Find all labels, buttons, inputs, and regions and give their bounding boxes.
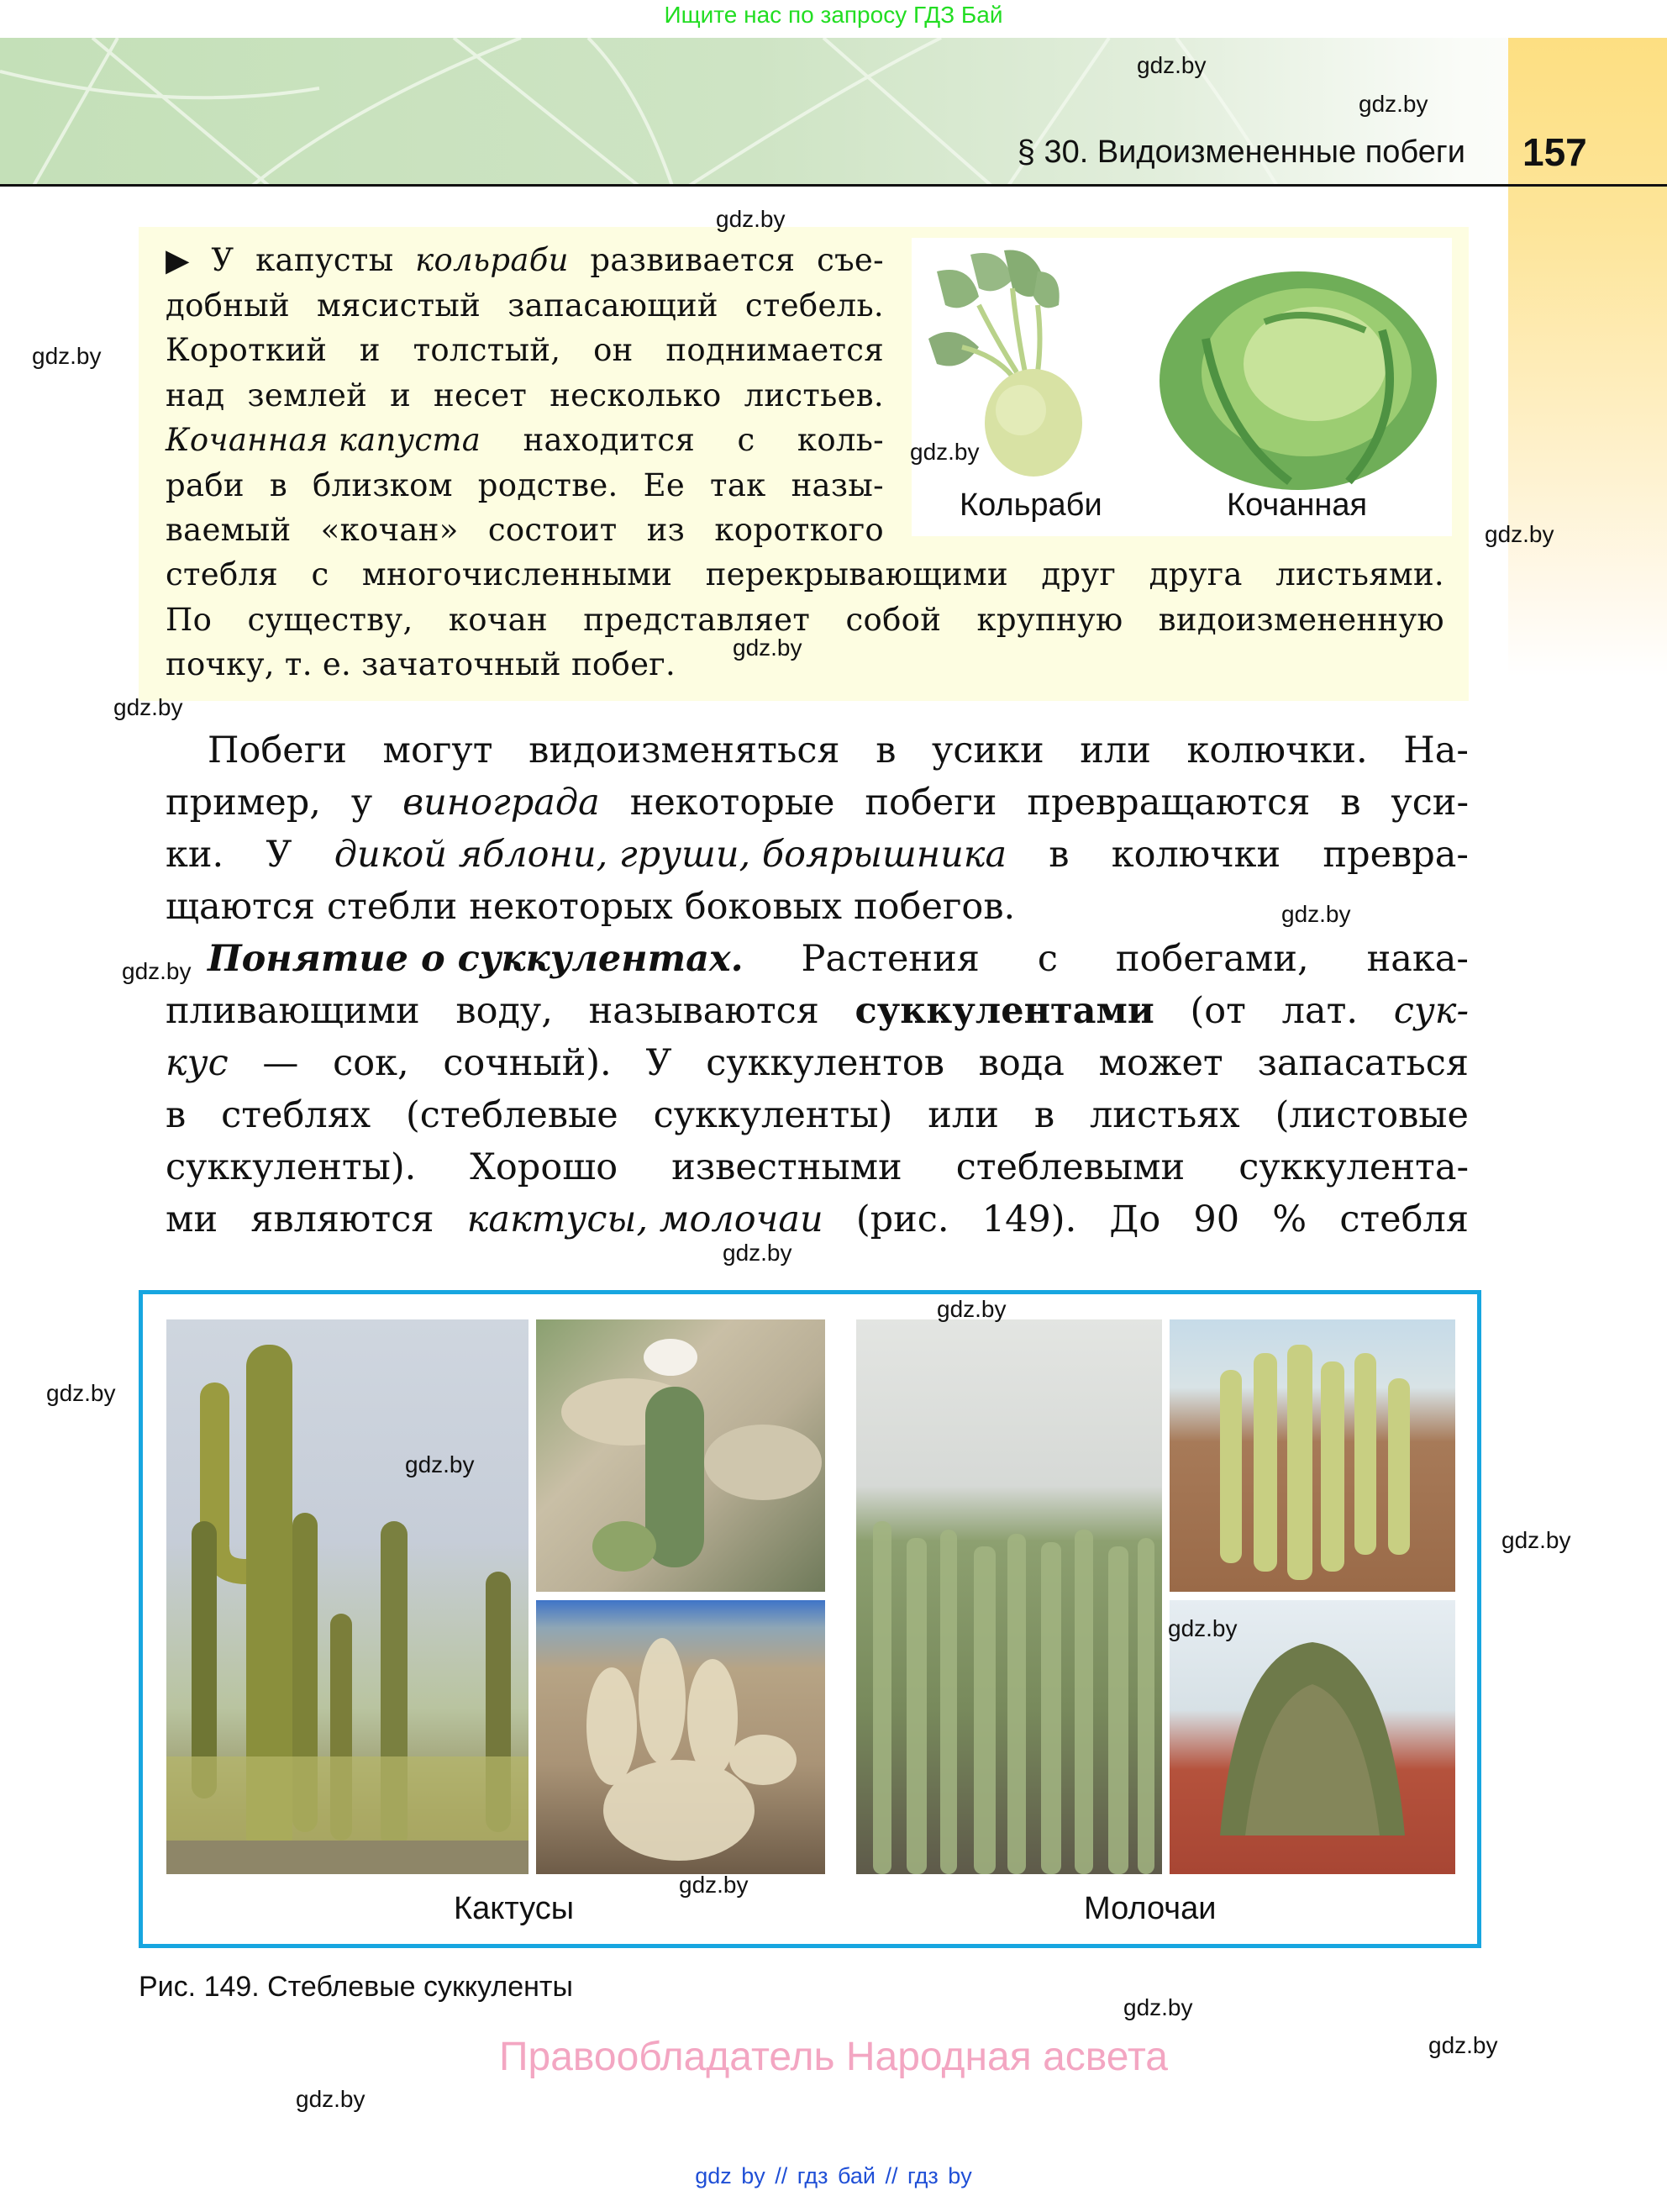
text-line (166, 985, 1469, 1037)
euphorbia-label: Молочаи (1084, 1891, 1217, 1926)
word: толстый, (413, 332, 561, 368)
word: вода (978, 1042, 1065, 1084)
section-title: § 30. Видоизмененные побеги (1017, 134, 1465, 170)
cholla-cactus-photo (536, 1600, 825, 1874)
word: с (737, 422, 755, 458)
info-line (166, 598, 1444, 643)
word: многочисленными (361, 556, 673, 592)
word: сок, (333, 1042, 409, 1084)
word: стеблевыми (955, 1146, 1186, 1188)
word: пливающими (166, 990, 420, 1032)
word: над (166, 377, 225, 413)
word: стебля (166, 556, 279, 592)
header-divider (0, 184, 1667, 187)
word: нака- (1366, 938, 1469, 980)
watermark: gdz.by (716, 206, 786, 232)
info-line (166, 552, 1444, 598)
watermark: gdz.by (1485, 521, 1554, 547)
word: крупную (976, 601, 1123, 638)
info-line (166, 328, 884, 373)
word: в (166, 1094, 187, 1136)
word: развивается (590, 242, 796, 278)
word: коль- (797, 422, 884, 458)
word: По (166, 601, 213, 638)
word: запасаться (1257, 1042, 1469, 1084)
word: суккуленты). (166, 1146, 417, 1188)
word: друга (1149, 556, 1243, 592)
word: с (311, 556, 329, 592)
word: находится (523, 422, 696, 458)
watermark: gdz.by (679, 1872, 749, 1898)
word: щаются (166, 886, 316, 928)
info-line (166, 238, 884, 283)
word: видоизменяться (528, 729, 840, 772)
info-line (166, 642, 1444, 687)
watermark: gdz.by (910, 439, 980, 465)
copyright-notice: Правообладатель Народная асвета (499, 2035, 1168, 2079)
watermark: gdz.by (733, 635, 802, 661)
euphorbia-clump-photo (1170, 1319, 1455, 1592)
word: До (1109, 1198, 1161, 1240)
italic-term: кактусы, молочаи (466, 1198, 823, 1240)
word: он (593, 332, 634, 368)
word: На- (1403, 729, 1469, 772)
word: видоизмененную (1158, 601, 1444, 638)
page-number: 157 (1522, 130, 1587, 174)
word: с (1037, 938, 1058, 980)
word: может (1098, 1042, 1223, 1084)
play-marker-icon: ▶ (166, 242, 190, 278)
word: стебель. (744, 287, 884, 324)
watermark: gdz.by (1428, 2032, 1498, 2058)
text-line (166, 1193, 1469, 1246)
word: воду, (455, 990, 553, 1032)
word: стеблях (221, 1094, 371, 1136)
bold-term: суккулентами (855, 990, 1154, 1032)
word: существу, (247, 601, 413, 638)
word: побегов. (854, 886, 1016, 928)
word: в (269, 466, 287, 503)
word: усики (932, 729, 1044, 772)
watermark: gdz.by (723, 1240, 792, 1266)
word: У (211, 242, 234, 278)
word: мясистый (316, 287, 481, 324)
info-line (166, 463, 884, 508)
word: в (1033, 1094, 1055, 1136)
text-line (166, 724, 1469, 777)
word: несколько (550, 377, 722, 413)
word: в (1340, 782, 1361, 824)
watermark: gdz.by (1137, 52, 1207, 78)
word: кочан (448, 601, 548, 638)
info-line (166, 418, 884, 463)
saguaro-cactus-photo (166, 1319, 528, 1874)
figure-reference: 149). (981, 1198, 1077, 1240)
italic-term: кольраби (415, 242, 569, 278)
italic-term: кус (166, 1042, 229, 1084)
word: близком (312, 466, 453, 503)
word: колючки. (1186, 729, 1368, 772)
word: друг (1041, 556, 1117, 592)
word: собой (845, 601, 942, 638)
word: являются (250, 1198, 434, 1240)
word: капусты (255, 242, 394, 278)
cabbage-image (1160, 271, 1437, 490)
word: так (710, 466, 766, 503)
word: Хорошо (470, 1146, 618, 1188)
watermark: gdz.by (937, 1296, 1007, 1322)
word: суккулента- (1238, 1146, 1469, 1188)
paragraph-succulents (166, 933, 1469, 1246)
info-line (166, 508, 884, 553)
watermark: gdz.by (32, 343, 102, 369)
word: боковых (684, 886, 843, 928)
word: некоторых (469, 886, 673, 928)
word: листьях (1089, 1094, 1240, 1136)
euphorbia-clump-icon (1170, 1319, 1455, 1592)
text-line (166, 881, 1469, 933)
word: уси- (1391, 782, 1469, 824)
word: ваемый (166, 512, 292, 548)
word: назы- (791, 466, 884, 503)
word: пример, (166, 782, 321, 824)
word: Короткий (166, 332, 328, 368)
word: превращаются (1027, 782, 1311, 824)
word: суккулентов (706, 1042, 944, 1084)
kohlrabi-label: Кольраби (960, 487, 1102, 523)
word: запасающий (507, 287, 718, 324)
word: почку, (166, 646, 275, 682)
word: Растения (801, 938, 980, 980)
word: стебли (327, 886, 458, 928)
cholla-cactus-icon (536, 1600, 825, 1874)
word: представляет (583, 601, 811, 638)
word: побегами, (1115, 938, 1309, 980)
text-line (166, 933, 1469, 985)
cabbage-label: Кочанная (1227, 487, 1368, 523)
italic-term: сук- (1393, 990, 1469, 1032)
watermark: gdz.by (46, 1380, 116, 1406)
word: суккуленты) (653, 1094, 893, 1136)
watermark: gdz.by (122, 958, 192, 984)
word: листьями. (1275, 556, 1444, 592)
word: превра- (1323, 834, 1469, 876)
word: У (266, 834, 292, 876)
italic-term: Кочанная капуста (166, 422, 481, 458)
word: (рис. (855, 1198, 949, 1240)
watermark: gdz.by (1359, 91, 1428, 117)
italic-term: дикой яблони, груши, боярышника (334, 834, 1007, 876)
word: «кочан» (320, 512, 459, 548)
word: (листовые (1275, 1094, 1469, 1136)
word: колючки (1111, 834, 1281, 876)
section-heading-inline: Понятие о суккулентах. (208, 938, 744, 980)
watermark: gdz.by (1501, 1527, 1571, 1553)
text-line (166, 1141, 1469, 1193)
word: (стеблевые (406, 1094, 618, 1136)
word: листьев. (744, 377, 884, 413)
euphorbia-grove-icon (856, 1319, 1162, 1874)
watermark: gdz.by (1168, 1615, 1238, 1641)
word: Ее (643, 466, 686, 503)
barrel-cactus-photo (536, 1319, 825, 1592)
text-line (166, 1089, 1469, 1141)
word: в (1049, 834, 1070, 876)
word: некоторые (629, 782, 835, 824)
figure-caption: Рис. 149. Стеблевые суккуленты (139, 1971, 573, 2003)
text-line (166, 829, 1469, 881)
word: у (350, 782, 373, 824)
word: — (262, 1042, 299, 1084)
word: поднимается (665, 332, 884, 368)
word: землей (247, 377, 368, 413)
info-line (166, 283, 884, 329)
italic-term: винограда (402, 782, 600, 824)
word: Побеги (208, 729, 347, 772)
search-banner-link[interactable]: Ищите нас по запросу ГДЗ Бай (664, 2, 1003, 28)
word: добный (166, 287, 290, 324)
word: родстве. (477, 466, 618, 503)
watermark: gdz.by (1123, 1994, 1193, 2020)
word: называются (588, 990, 819, 1032)
word: из (646, 512, 686, 548)
word: несет (434, 377, 528, 413)
word: сочный). (443, 1042, 612, 1084)
word: и (359, 332, 381, 368)
watermark: gdz.by (296, 2086, 365, 2112)
watermark: gdz.by (405, 1451, 475, 1477)
info-box-text-narrow (166, 238, 884, 553)
euphorbia-grove-photo (856, 1319, 1162, 1874)
word: ки. (166, 834, 224, 876)
word: зачаточный (361, 646, 561, 682)
watermark: gdz.by (113, 694, 183, 720)
text-line (166, 777, 1469, 829)
word: или (1080, 729, 1151, 772)
barrel-cactus-icon (536, 1319, 825, 1592)
word: известными (671, 1146, 902, 1188)
word: перекрывающими (705, 556, 1008, 592)
word: раби (166, 466, 245, 503)
word: лат. (1281, 990, 1359, 1032)
word: стебля (1339, 1198, 1469, 1240)
word: побеги (865, 782, 997, 824)
paragraph-modified-shoots (166, 724, 1469, 933)
word: % (1272, 1198, 1307, 1240)
watermark: gdz.by (1281, 901, 1351, 927)
word: или (928, 1094, 999, 1136)
saguaro-cactus-icon (166, 1319, 528, 1874)
word: могут (382, 729, 493, 772)
word: состоит (487, 512, 618, 548)
info-box-text-wide (166, 552, 1444, 687)
word: и (390, 377, 412, 413)
cacti-label: Кактусы (454, 1891, 575, 1926)
word: короткого (714, 512, 884, 548)
word: 90 (1193, 1198, 1240, 1240)
word: ми (166, 1198, 218, 1240)
word: съе- (817, 242, 884, 278)
word: е. (322, 646, 352, 682)
word: побег. (571, 646, 676, 682)
info-line (166, 373, 884, 419)
word: (от (1190, 990, 1246, 1032)
text-line (166, 1037, 1469, 1089)
footer-links[interactable]: gdz by // гдз бай // гдз by (695, 2163, 972, 2188)
word: в (876, 729, 897, 772)
word: т. (284, 646, 313, 682)
word: У (645, 1042, 672, 1084)
